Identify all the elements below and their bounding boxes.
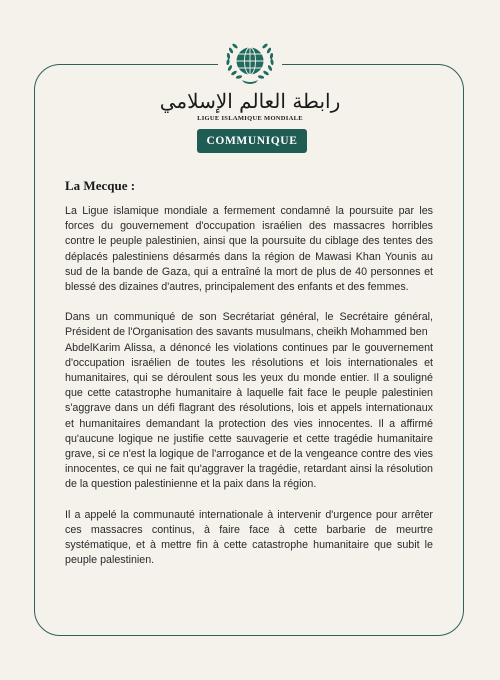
world-globe-wreath-icon xyxy=(222,38,278,86)
organization-latin-name: LIGUE ISLAMIQUE MONDIALE xyxy=(197,115,303,122)
paragraph-2: Dans un communiqué de son Secrétariat général, le Secrétaire général, Président de l'Organisation des savants musulmans, cheikh Mohammed ben AbdelKarim Alissa, a dénoncé les violations continues par le gouvernement d'occupation israélien de toutes les résolutions et lois internationales et humanitaires, qui se déroulent sous les yeux du monde entier. Il a souligné que cette catastrophe humanitaire à laquelle fait face le peuple palestinien s'aggrave dans un défi flagrant des résolutions, lois et appels internationaux et humanitaires demandant la protection des vies innocentes. Il a affirmé qu'aucune logique ne justifie cette sauvagerie et cette tragédie humanitaire grave, si ce n'est la logique de l'arrogance et de la vengeance contre des vies innocentes, ce qui ne fait qu'aggraver la tragédie, retardant ainsi la résolution de la question palestinienne et la paix dans la région. xyxy=(65,311,433,491)
communique-badge: COMMUNIQUE xyxy=(197,129,307,153)
dateline: La Mecque : xyxy=(65,178,136,193)
paragraph-3: Il a appelé la communauté internationale à intervenir d'urgence pour arrêter ces massacres continus, à faire face à cette barbarie de meurtre systématique, et à mettre fin à cette catastrophe humanitaire que subit le peuple palestinien. xyxy=(65,508,433,567)
document-body xyxy=(65,178,433,583)
organization-arabic-name: رابطة العالم الإسلامي xyxy=(159,89,341,113)
emblem xyxy=(218,38,282,86)
paragraph-1: La Ligue islamique mondiale a fermement condamné la poursuite par les forces du gouvernement d'occupation israélien des massacres horribles contre le peuple palestinien, ainsi que la poursuite du ciblage des tentes des déplacés palestiniens désarmés dans la région de Mawasi Khan Younis au sud de la bande de Gaza, qui a entraîné la mort de plus de 40 personnes et blessé des dizaines d'autres, principalement des enfants et des femmes. xyxy=(65,205,433,294)
